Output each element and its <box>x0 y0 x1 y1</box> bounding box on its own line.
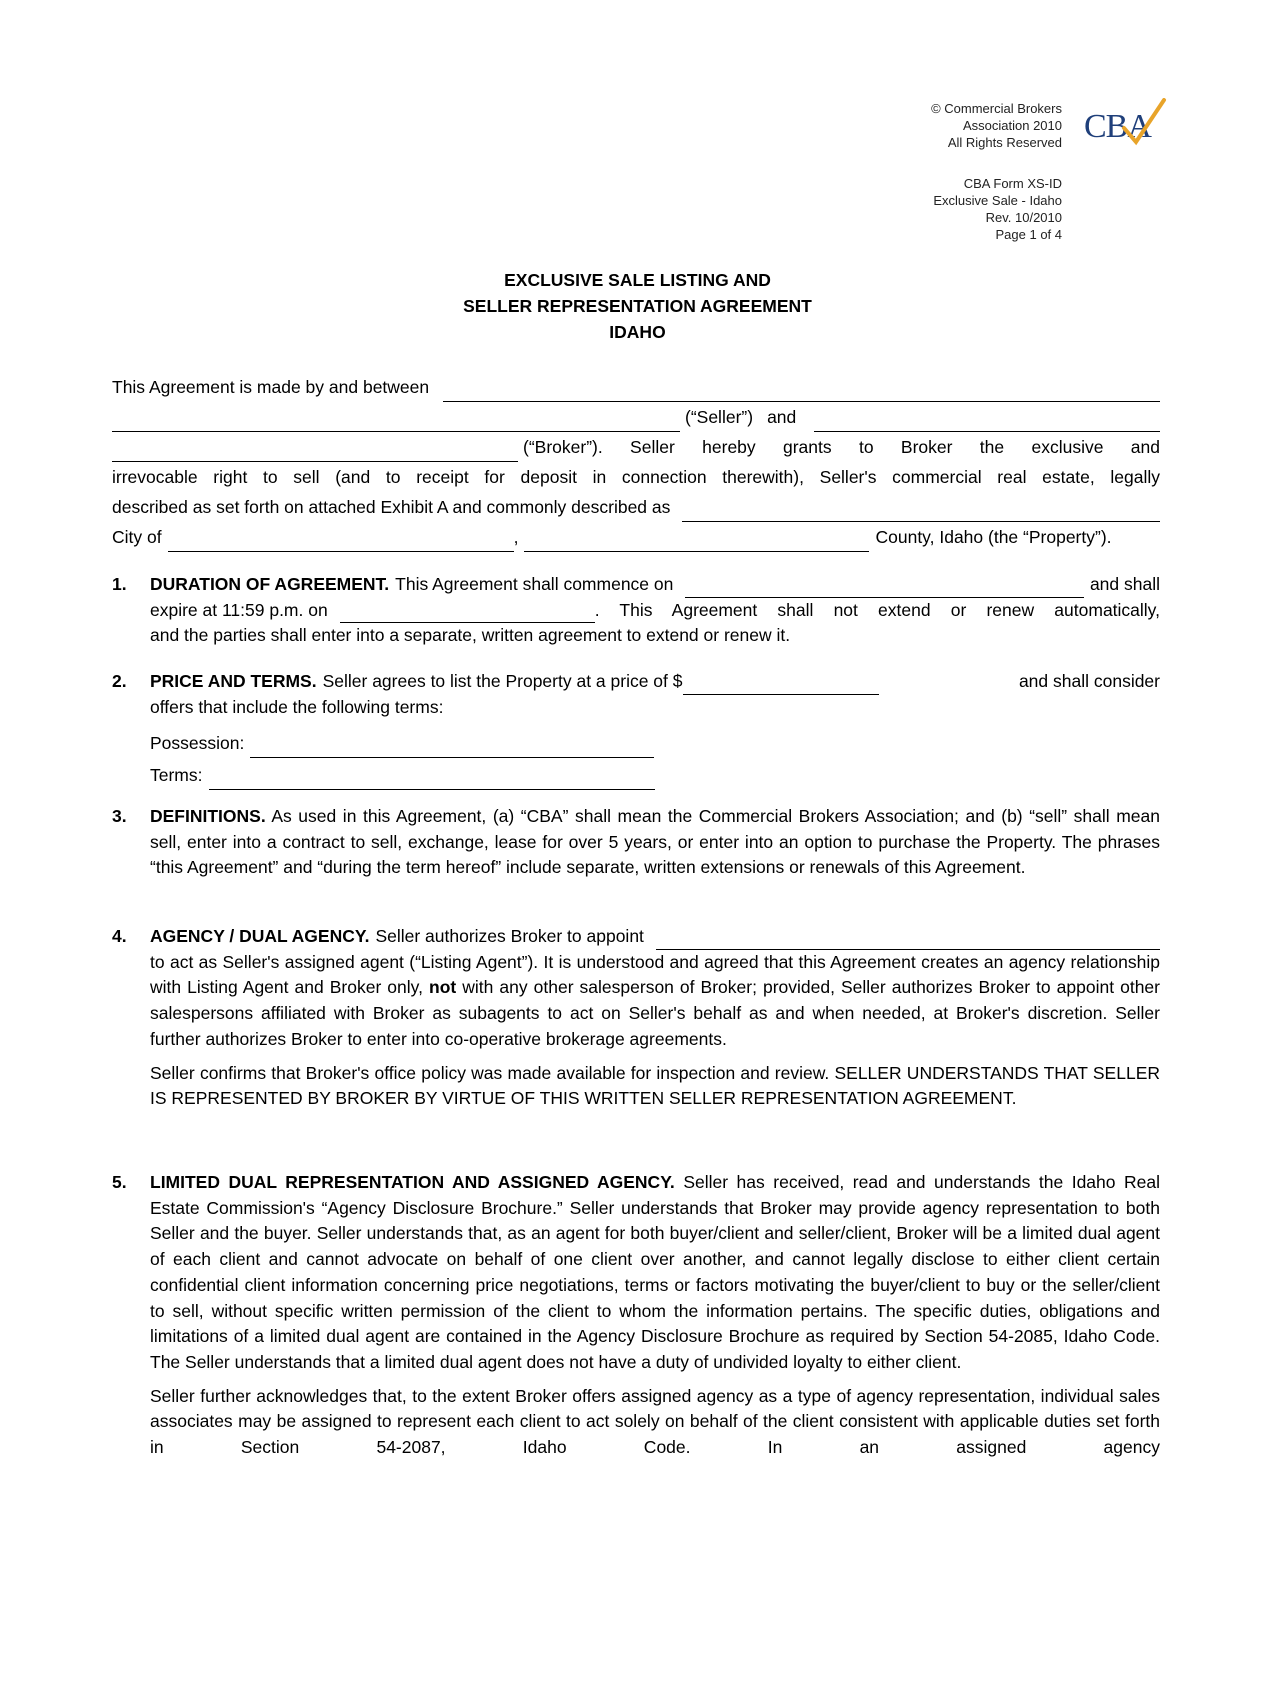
commence-date-field[interactable] <box>685 576 1084 598</box>
title-line: IDAHO <box>609 322 666 342</box>
terms-field[interactable] <box>209 768 655 790</box>
copyright-line: Association 2010 <box>962 118 1062 133</box>
property-description-field[interactable] <box>682 500 1160 522</box>
section-text: . This Agreement shall not extend or renew automatically, <box>594 599 1160 620</box>
title-line: SELLER REPRESENTATION AGREEMENT <box>463 296 812 316</box>
copyright-line: All Rights Reserved <box>947 135 1062 150</box>
section-number: 4. <box>112 926 127 946</box>
section-text: As used in this Agreement, (a) “CBA” shall mean the Commercial Brokers Association; and (b) “sell” shall mean sell, enter into a contract to sell, exchange, lease for over 5 years, or enter into an option to purchase the Property. The phrases “this Agreement” and “during the term hereof” include separate, written extensions or renewals of this Agreement. <box>150 806 1160 878</box>
section-number: 1. <box>112 574 127 594</box>
section-text: to act as Seller's assigned agent (“Listing Agent”). It is understood and agreed that this Agreement creates an agency relationship with Listing Agent and Broker only, <box>150 951 1160 998</box>
intro-text: (“Broker”). Seller hereby grants to Broker the exclusive and <box>523 437 1160 457</box>
section-text: This Agreement shall commence on <box>395 574 674 594</box>
broker-name-field[interactable] <box>814 410 1160 432</box>
city-label: City of <box>112 527 162 547</box>
section-2 <box>112 669 1160 790</box>
section-text: Seller agrees to list the Property at a price of $ <box>322 671 683 691</box>
page-number: Page 1 of 4 <box>995 227 1062 242</box>
section-heading: PRICE AND TERMS. <box>150 671 317 691</box>
form-info <box>933 175 1062 243</box>
broker-name-field-cont[interactable] <box>112 440 518 462</box>
section-paragraph: Seller confirms that Broker's office policy was made available for inspection and review. SELLER UNDERSTANDS THAT SELLER IS REPRESENTED BY BROKER BY VIRTUE OF THIS WRITTEN SELLER REPRESENTATION AGREEMENT. <box>150 1062 1160 1109</box>
section-text: Seller has received, read and understands the Idaho Real Estate Commission's “Agency Disclosure Brochure.” Seller understands that Broker may provide agency representation to both Seller and the buyer. Seller understands that, as an agent for both buyer/client and seller/client, Broker will be a limited dual agent of each client and cannot advocate on behalf of one client over another, and cannot legally disclose to either client certain confidential client information concerning price negotiations, terms or factors motivating the buyer/client to buy or the seller/client to sell, without specific written permission of the client to whom the information pertains. The specific duties, obligations and limitations of a limited dual agent are contained in the Agency Disclosure Brochure as required by Section 54-2085, Idaho Code. The Seller understands that a limited dual agent does not have a duty of undivided loyalty to either client. <box>150 1172 1160 1372</box>
logo-text: CBA <box>1084 108 1151 145</box>
price-field[interactable] <box>683 673 879 695</box>
section-text: with any other salesperson of Broker; provided, Seller authorizes Broker to appoint other salespersons affiliated with Broker as subagents to act on Seller's behalf as and when needed, at Broker's discretion. Seller further authorizes Broker to enter into co-operative brokerage agreements. <box>150 977 1160 1049</box>
logo-check-icon <box>1084 98 1174 148</box>
listing-agent-field[interactable] <box>656 928 1160 950</box>
agreement-intro <box>112 372 1160 552</box>
section-1 <box>112 572 1160 649</box>
expire-date-field[interactable] <box>340 601 595 623</box>
form-revision: Rev. 10/2010 <box>985 210 1062 225</box>
terms-label: Terms: <box>150 765 203 786</box>
section-4 <box>112 924 1160 1112</box>
section-3 <box>112 804 1160 881</box>
seller-name-field-cont[interactable] <box>112 410 680 432</box>
county-label: County, Idaho (the “Property”). <box>875 527 1112 547</box>
cba-logo <box>1084 98 1174 148</box>
section-heading: DEFINITIONS. <box>150 806 266 826</box>
and-text: and <box>767 407 797 427</box>
seller-name-field[interactable] <box>443 380 1160 402</box>
city-field[interactable] <box>168 530 514 552</box>
comma-text: , <box>513 527 519 547</box>
section-5 <box>112 1170 1160 1461</box>
copyright-notice <box>931 100 1062 151</box>
section-number: 5. <box>112 1172 127 1192</box>
section-number: 3. <box>112 806 127 826</box>
section-text: and shall <box>1089 574 1160 594</box>
section-heading: LIMITED DUAL REPRESENTATION AND ASSIGNED AGENCY. <box>150 1172 675 1192</box>
possession-label: Possession: <box>150 733 245 754</box>
intro-text: irrevocable right to sell (and to receipt for deposit in connection therewith), Seller's commercial real estate, legally <box>112 467 1160 487</box>
intro-text: This Agreement is made by and between <box>112 377 430 397</box>
section-text: expire at 11:59 p.m. on <box>150 599 328 620</box>
county-field[interactable] <box>524 530 869 552</box>
copyright-line: © Commercial Brokers <box>931 101 1062 116</box>
form-id: CBA Form XS-ID <box>963 176 1062 191</box>
emphasis-text: not <box>429 977 457 998</box>
section-paragraph: Seller further acknowledges that, to the extent Broker offers assigned agency as a type of agency representation, individual sales associates may be assigned to represent each client to act solely on behalf of the client consistent with applicable duties set forth in Section 54-2087, Idaho Code. In an assigned agency <box>150 1385 1160 1458</box>
possession-field[interactable] <box>250 736 654 758</box>
section-text: Seller authorizes Broker to appoint <box>375 926 644 946</box>
section-text: and the parties shall enter into a separate, written agreement to extend or renew it. <box>150 625 791 646</box>
title-line: EXCLUSIVE SALE LISTING AND <box>504 270 771 290</box>
section-heading: DURATION OF AGREEMENT. <box>150 574 390 594</box>
document-title <box>0 267 1275 345</box>
section-text: and shall consider <box>1018 671 1160 691</box>
form-type: Exclusive Sale - Idaho <box>933 193 1062 208</box>
section-heading: AGENCY / DUAL AGENCY. <box>150 926 370 946</box>
seller-label: (“Seller”) <box>685 407 754 427</box>
section-text: offers that include the following terms: <box>150 696 444 717</box>
intro-text: described as set forth on attached Exhibit A and commonly described as <box>112 497 671 517</box>
section-number: 2. <box>112 671 127 691</box>
